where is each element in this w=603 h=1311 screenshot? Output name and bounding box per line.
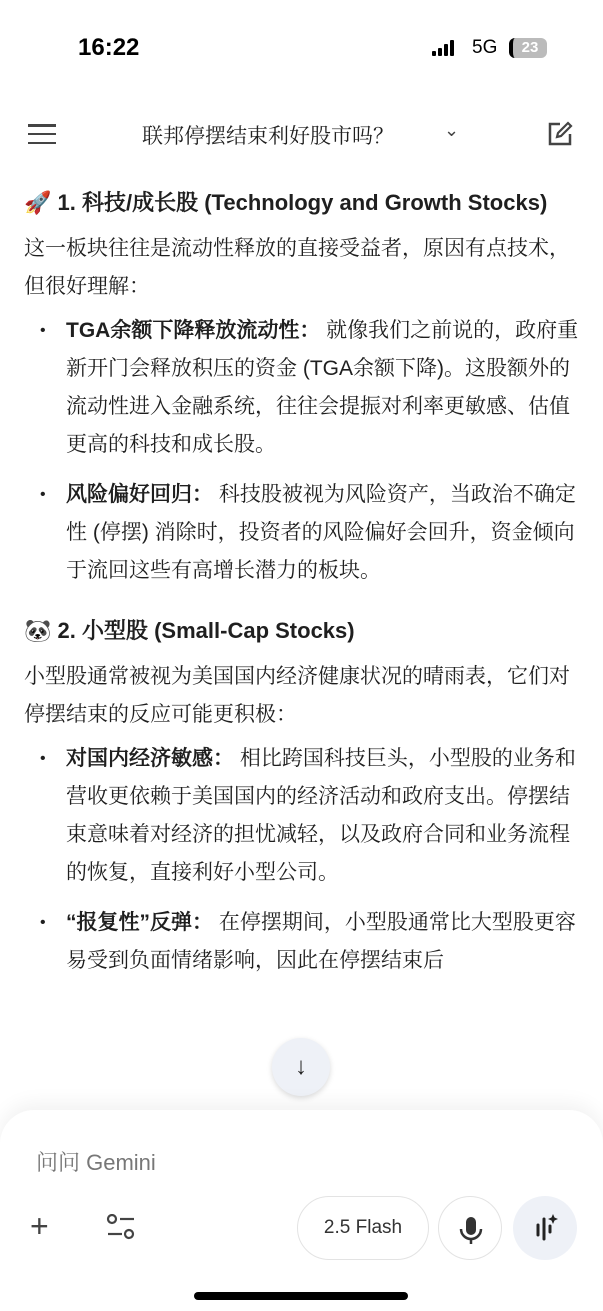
menu-icon[interactable] (28, 124, 56, 144)
bullet-label: “报复性”反弹： (66, 911, 213, 934)
section-heading (0, 186, 603, 220)
battery-icon: 23 (509, 38, 547, 58)
heading-text: 2. 小型股 (Small-Cap Stocks) (57, 618, 355, 643)
list-item (66, 312, 579, 464)
panda-icon: 🐼 (24, 618, 52, 643)
section-small-cap (0, 614, 603, 980)
section-intro: 小型股通常被视为美国国内经济健康状况的晴雨表，它们对停摆结束的反应可能更积极： (24, 665, 570, 726)
conversation-title[interactable]: 联邦停摆结束利好股市吗？ (142, 125, 394, 148)
bullet-label: 对国内经济敏感： (66, 747, 234, 770)
bullet-text: 相比跨国科技巨头，小型股的业务和营收更依赖于美国国内的经济活动和政府支出。停摆结束意味着对经济的担忧减轻，以及政府合同和业务流程的恢复，直接利好小型公司。 (66, 747, 576, 884)
clock: 16:22 (78, 34, 140, 61)
bullet-text: 科技股被视为风险资产，当政治不确定性 (停摆) 消除时，投资者的风险偏好会回升，资金倾向于流回这些有高增长潜力的板块。 (66, 483, 576, 582)
home-indicator (194, 1292, 408, 1300)
bullet-text: 就像我们之前说的，政府重新开门会释放积压的资金 (TGA余额下降)。这股额外的流动性进入金融系统，往往会提振对利率更敏感、估值更高的科技和成长股。 (66, 319, 579, 456)
add-icon[interactable]: + (30, 1208, 49, 1244)
response-content (0, 186, 603, 992)
live-waveform-icon (513, 1196, 577, 1260)
input-panel (0, 1110, 603, 1311)
heading-text: 1. 科技/成长股 (Technology and Growth Stocks) (57, 190, 548, 215)
prompt-input[interactable]: 问问 Gemini (36, 1150, 156, 1175)
list-item (66, 904, 579, 980)
new-chat-edit-icon[interactable] (546, 120, 574, 148)
status-bar (0, 30, 603, 70)
arrow-down-icon: ↓ (295, 1053, 307, 1080)
bullet-label: TGA余额下降释放流动性： (66, 319, 321, 342)
tools-icon[interactable] (106, 1214, 136, 1240)
microphone-icon (439, 1197, 503, 1261)
network-type: 5G (472, 37, 498, 58)
signal-icon (432, 40, 454, 56)
bullet-text: 在停摆期间，小型股通常比大型股更容易受到负面情绪影响，因此在停摆结束后 (66, 911, 576, 972)
live-button[interactable] (513, 1196, 577, 1260)
rocket-icon: 🚀 (24, 190, 52, 215)
model-selector-button[interactable]: 2.5 Flash (297, 1196, 429, 1260)
top-bar (0, 112, 603, 156)
list-item (66, 476, 579, 590)
section-intro: 这一板块往往是流动性释放的直接受益者，原因有点技术，但很好理解： (24, 237, 570, 298)
microphone-button[interactable] (438, 1196, 502, 1260)
section-heading (0, 614, 603, 648)
scroll-to-bottom-button[interactable] (272, 1038, 330, 1096)
bullet-label: 风险偏好回归： (66, 483, 213, 506)
list-item (66, 740, 579, 892)
chevron-down-icon[interactable]: ⌄ (444, 120, 460, 140)
section-tech (0, 186, 603, 590)
